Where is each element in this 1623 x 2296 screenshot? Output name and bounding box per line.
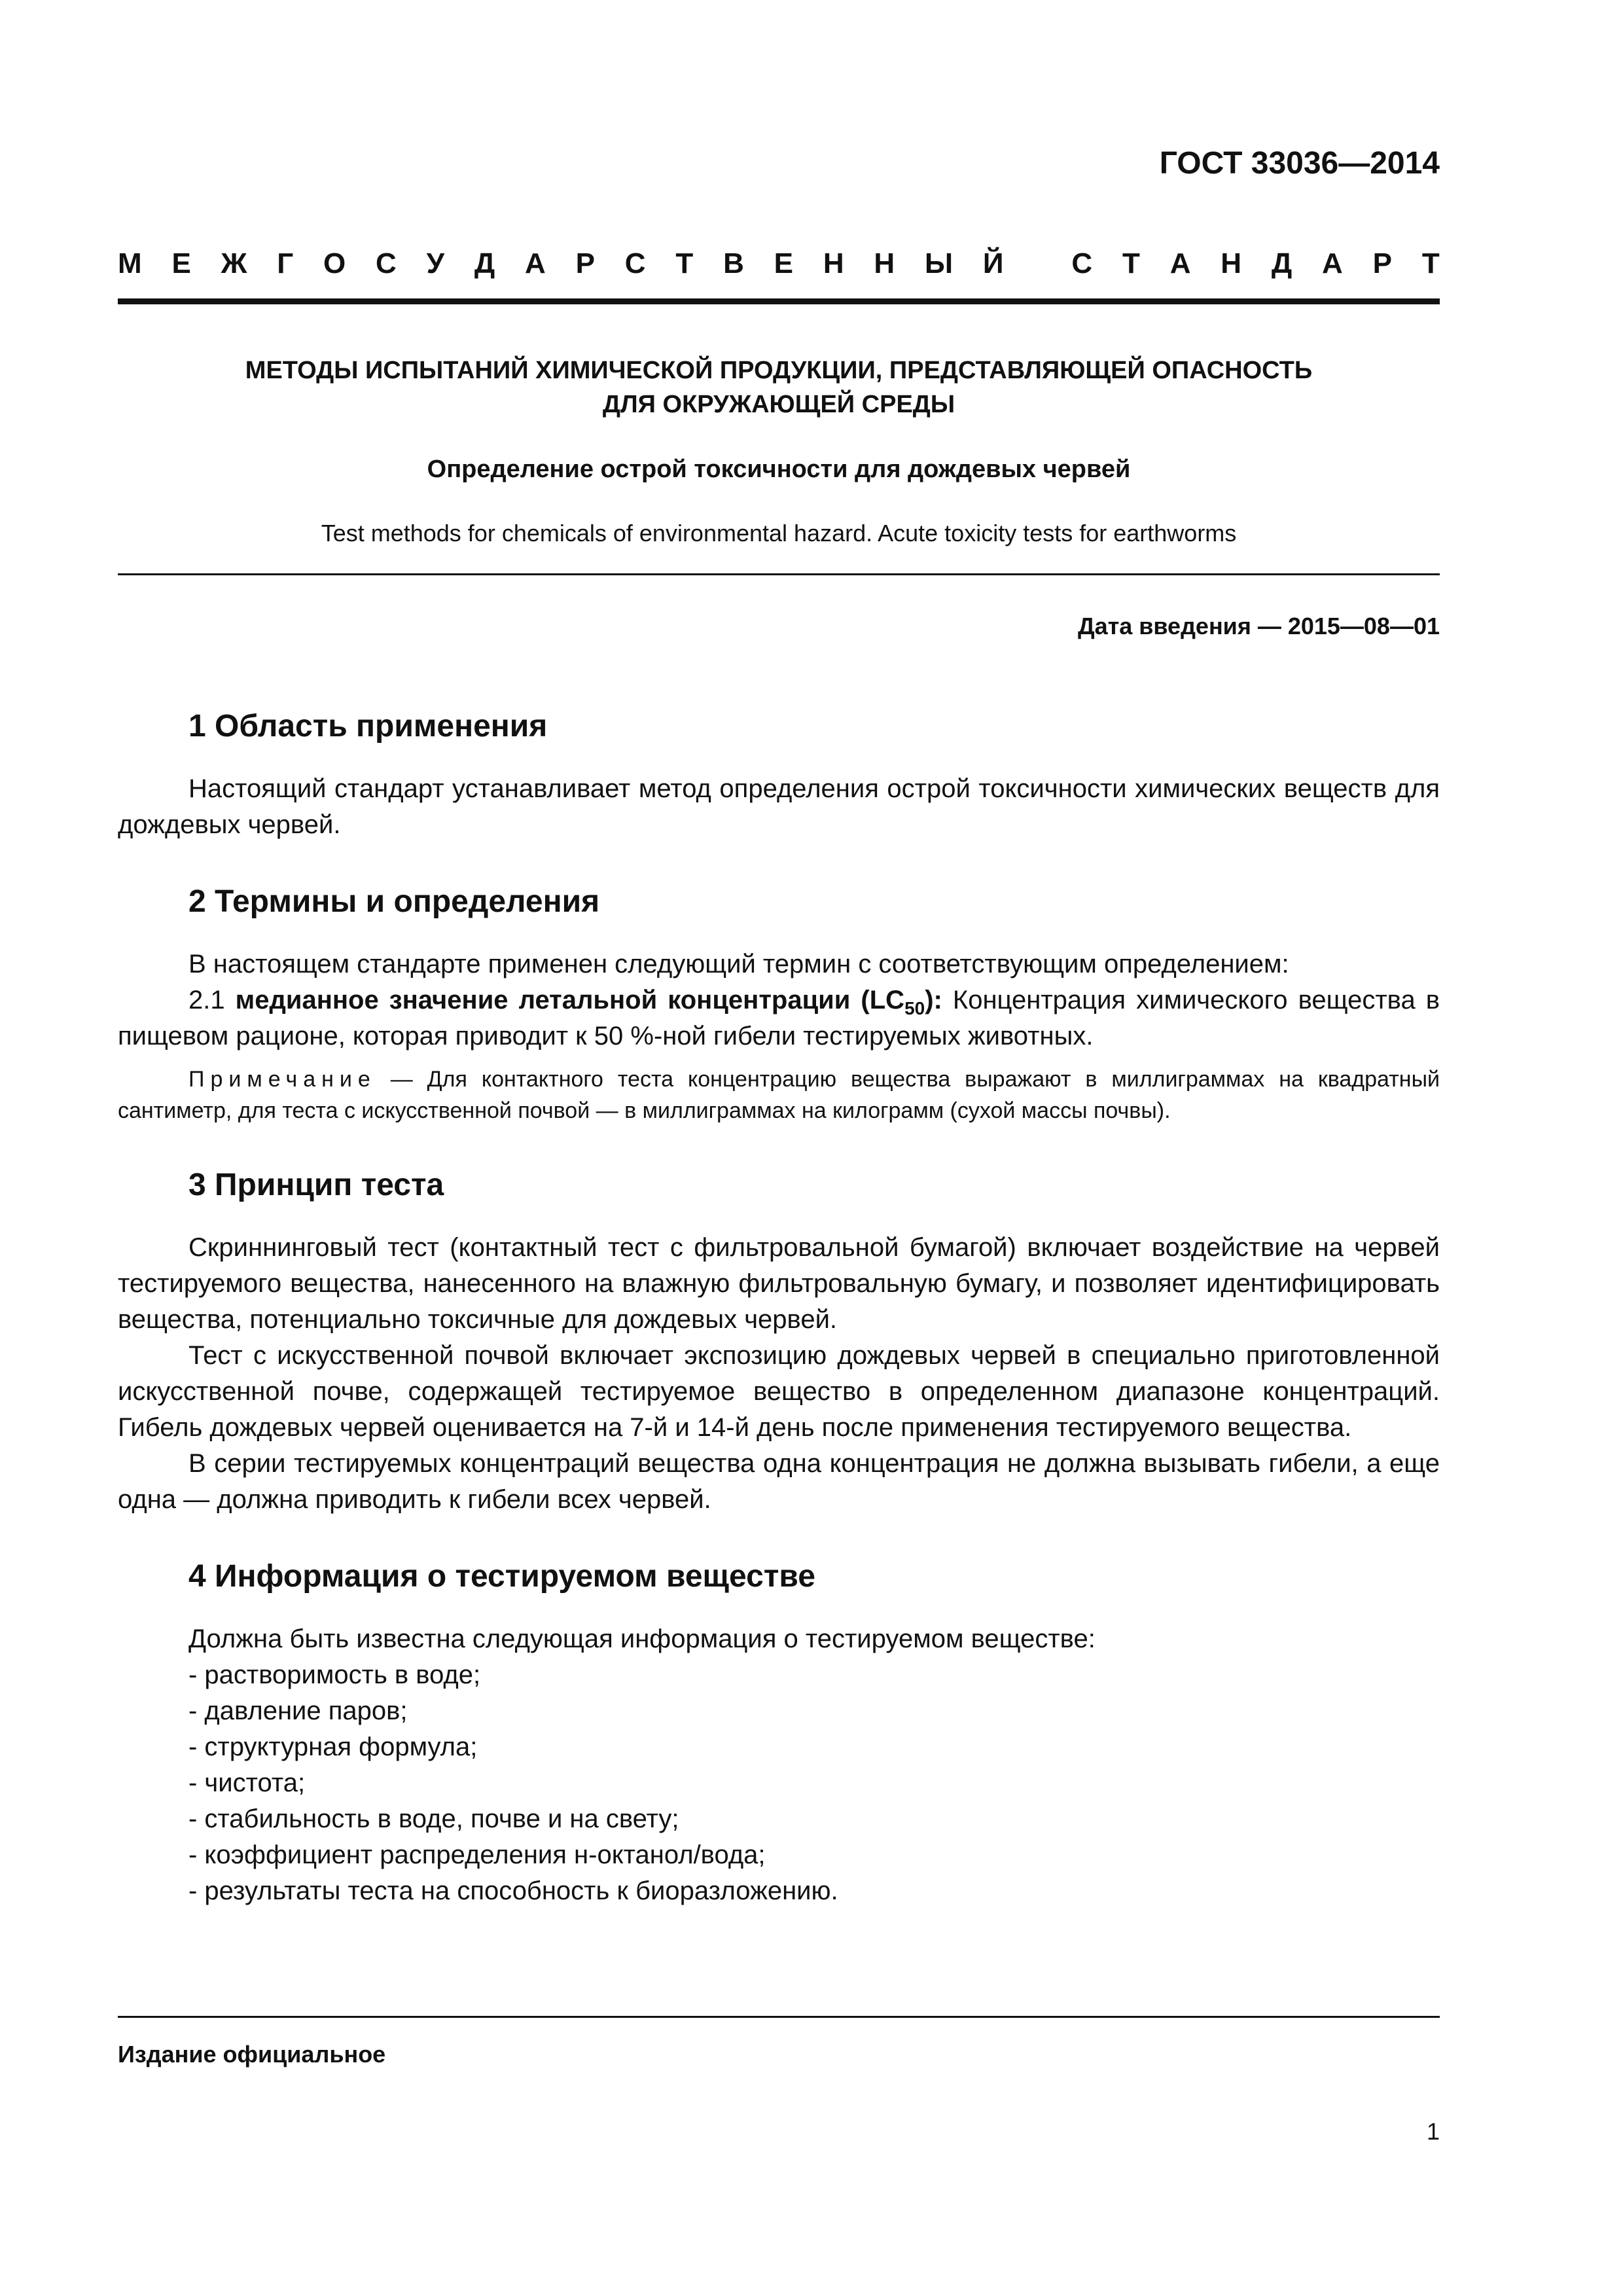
list-item: - коэффициент распределения н-октанол/вода; (188, 1840, 766, 1869)
document-title (118, 353, 1440, 422)
term-definition (118, 982, 1440, 1054)
list-item: - результаты теста на способность к биоразложению. (188, 1876, 838, 1905)
heading-letter: Т (1421, 247, 1440, 279)
note (118, 1064, 1440, 1126)
heading-letter: Е (774, 247, 794, 279)
term-name (235, 986, 942, 1018)
title-line-1: МЕТОДЫ ИСПЫТАНИЙ ХИМИЧЕСКОЙ ПРОДУКЦИИ, ПРЕДСТАВЛЯЮЩЕЙ ОПАСНОСТЬ (245, 357, 1313, 384)
heading-letter: Ы (925, 247, 954, 279)
gost-number: ГОСТ 33036—2014 (1159, 146, 1440, 181)
section-3-paragraph-2: Тест с искусственной почвой включает экспозицию дождевых червей в специально приготовленной искусственной почве, содержащей тестируемое вещество в определенном диапазоне концентраций. Гибель дождевых червей оценивается на 7-й и 14-й день после применения тестируемого вещества. (118, 1341, 1440, 1442)
thick-rule (118, 298, 1440, 304)
heading-letter: С (376, 247, 397, 279)
section-1-title: 1 Область применения (188, 709, 548, 744)
section-2-title: 2 Термины и определения (188, 884, 600, 919)
introduction-date: Дата введения — 2015—08—01 (1077, 613, 1440, 639)
section-3-paragraph-3: В серии тестируемых концентраций вещества одна концентрация не должна вызывать гибели, а еще одна — должна приводить к гибели всех червей. (118, 1449, 1440, 1514)
interstate-standard-heading (118, 247, 1440, 280)
heading-letter: С (624, 247, 646, 279)
heading-letter (1033, 247, 1041, 280)
list-item: - давление паров; (188, 1696, 408, 1725)
heading-letter: В (723, 247, 744, 279)
list-item: - растворимость в воде; (188, 1660, 481, 1689)
title-rule (118, 573, 1440, 575)
document-subtitle: Определение острой токсичности для дождевых червей (427, 456, 1131, 483)
list-item: - чистота; (188, 1768, 306, 1797)
heading-letter: Т (1122, 247, 1140, 279)
english-title: Test methods for chemicals of environmental hazard. Acute toxicity tests for earthworms (321, 520, 1237, 547)
section-3-title: 3 Принцип теста (188, 1168, 444, 1202)
heading-letter: Р (1372, 247, 1392, 279)
term-name-text: медианное значение летальной концентрации (LC (235, 986, 905, 1014)
heading-letter: Т (675, 247, 694, 279)
heading-letter: У (426, 247, 445, 279)
document-page (118, 0, 1440, 2296)
heading-letter: Д (1271, 247, 1293, 279)
note-label: Примечание (188, 1067, 376, 1092)
heading-letter: Н (1221, 247, 1242, 279)
heading-letter: Г (277, 247, 294, 279)
heading-letter: Е (171, 247, 191, 279)
heading-letter: Н (823, 247, 844, 279)
heading-letter: С (1071, 247, 1093, 279)
heading-letter: Р (575, 247, 595, 279)
section-3-paragraph-1: Скриннинговый тест (контактный тест с фильтровальной бумагой) включает воздействие на червей тестируемого вещества, нанесенного на влажную фильтровальную бумагу, и позволяет идентифицировать вещества, потенциально токсичные для дождевых червей. (118, 1233, 1440, 1334)
page-number: 1 (1426, 2118, 1440, 2145)
section-4-paragraph: Должна быть известна следующая информация о тестируемом веществе: (188, 1624, 1096, 1653)
term-close: ): (925, 986, 942, 1014)
property-list (118, 1657, 1440, 1909)
section-2-paragraph: В настоящем стандарте применен следующий термин с соответствующим определением: (188, 950, 1289, 978)
term-definition-text: Концентрация химического вещества в пищевом рационе, которая приводит к 50 %-ной гибели тестируемых животных. (118, 986, 1440, 1050)
heading-letter: Ж (221, 247, 247, 279)
section-1-paragraph: Настоящий стандарт устанавливает метод определения острой токсичности химических веществ для дождевых червей. (118, 774, 1440, 839)
term-number: 2.1 (188, 986, 236, 1014)
term-subscript: 50 (904, 998, 925, 1018)
heading-letter: Н (874, 247, 895, 279)
document-body (118, 707, 1440, 1909)
heading-letter: А (1169, 247, 1191, 279)
list-item: - стабильность в воде, почве и на свету; (188, 1804, 679, 1833)
heading-letter: Д (474, 247, 495, 279)
heading-letter: О (323, 247, 346, 279)
section-4-title: 4 Информация о тестируемом веществе (188, 1559, 815, 1594)
list-item: - структурная формула; (188, 1732, 478, 1761)
heading-letter: Й (982, 247, 1004, 279)
note-text: — Для контактного теста концентрацию вещества выражают в миллиграммах на квадратный сантиметр, для теста с искусственной почвой — в миллиграммах на килограмм (сухой массы почвы). (118, 1067, 1440, 1123)
heading-letter: М (118, 247, 142, 279)
title-line-2: ДЛЯ ОКРУЖАЮЩЕЙ СРЕДЫ (602, 391, 955, 418)
official-edition-label: Издание официальное (118, 2041, 386, 2068)
footer-rule (118, 2016, 1440, 2018)
heading-letter: А (1322, 247, 1343, 279)
heading-letter: А (525, 247, 546, 279)
